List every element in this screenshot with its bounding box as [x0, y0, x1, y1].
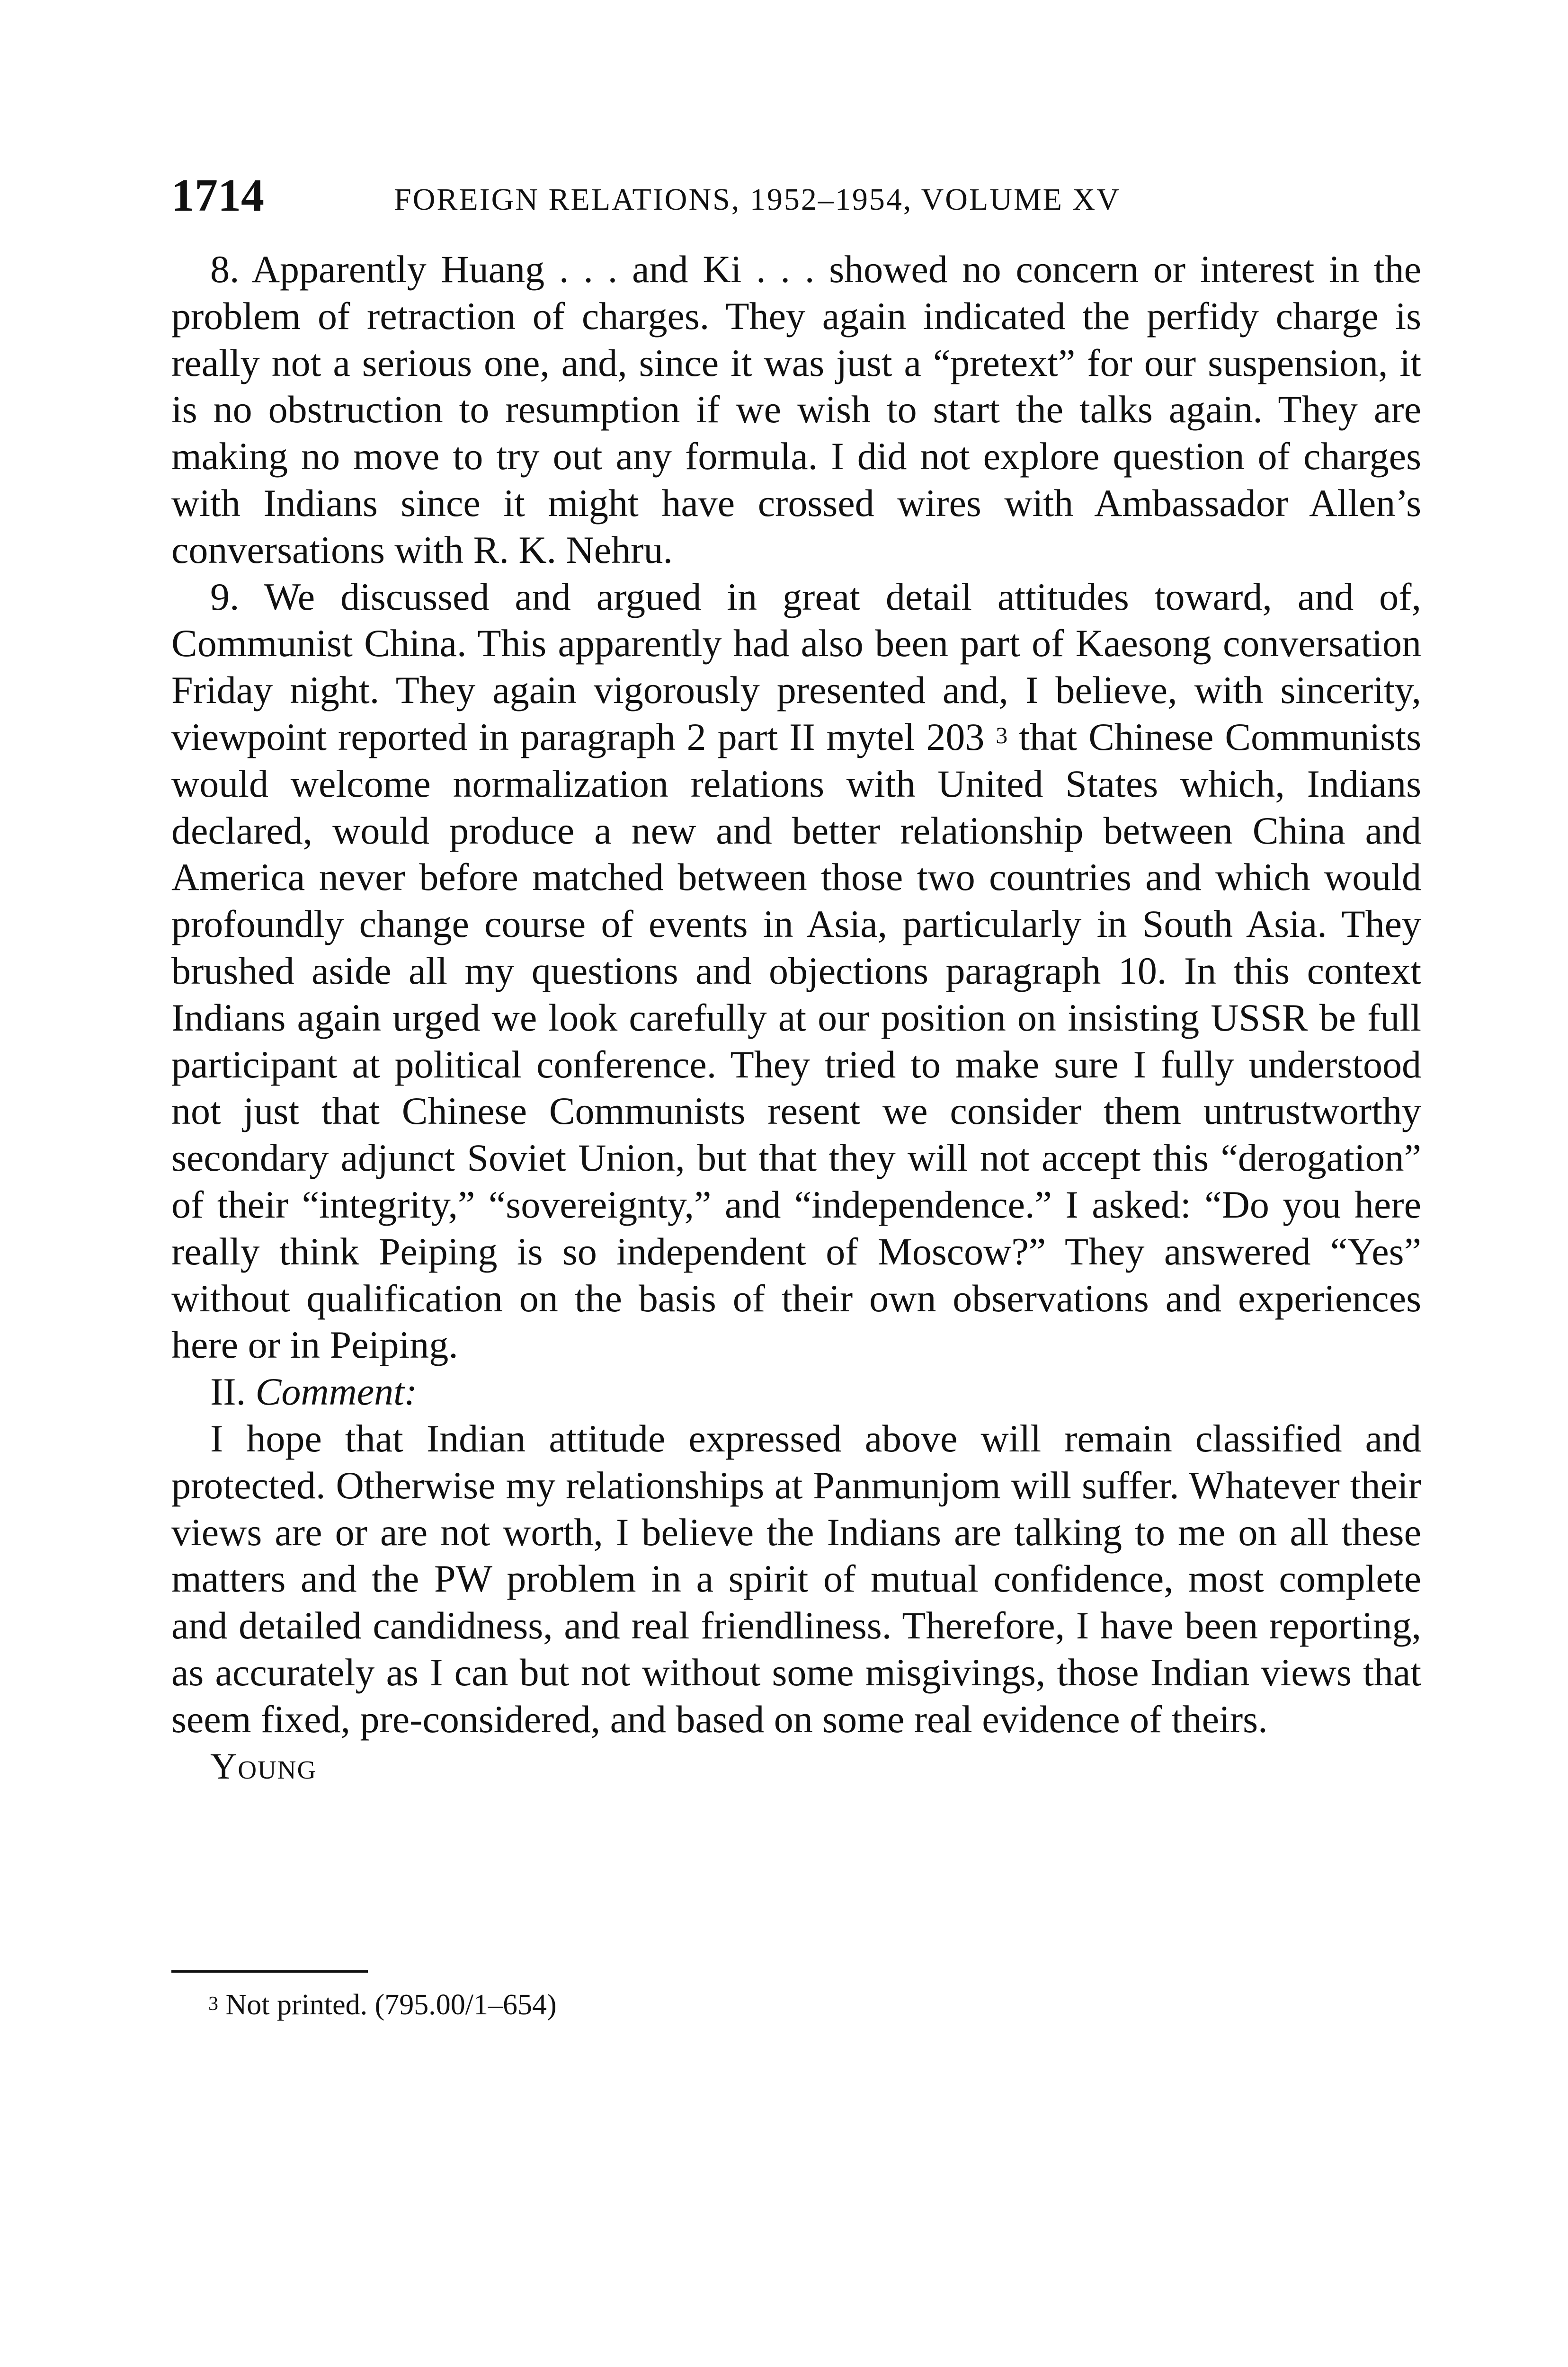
- footnote-text: Not printed. (795.00/1–654): [218, 1989, 557, 2021]
- comment-paragraph: I hope that Indian attitude expressed above will remain classified and protected. Otherwise my relationships at Panmunjom will suffer. Whatever their views are or are not worth, I believe the Indians are talking to me on all these matters and the PW problem in a spirit of mutual confidence, most complete and detailed candidness, and real friendliness. Therefore, I have been reporting, as accurately as I can but not without some misgivings, those Indian views that seem fixed, pre-considered, and based on some real evidence of theirs.: [171, 1416, 1421, 1741]
- document-body: [171, 246, 1421, 1789]
- paragraph-9: [171, 574, 1421, 1369]
- footnote-divider: [171, 1970, 368, 1973]
- page-number: 1714: [171, 170, 264, 221]
- footnote-marker: 3: [208, 1993, 218, 2015]
- paragraph-9-text-start: 9. We discussed and argued in great detail attitudes toward, and of, Communist China. This apparently had also been part of Kaesong conversation Friday night. They again vigorously presented and, I believe, with sincerity, viewpoint reported in paragraph 2 part II mytel 203: [171, 575, 1421, 758]
- section-number: II.: [210, 1370, 246, 1414]
- section-title: Comment:: [255, 1370, 418, 1414]
- footnote: [208, 1986, 557, 2024]
- footnote-reference: 3: [996, 721, 1008, 748]
- paragraph-8: 8. Apparently Huang . . . and Ki . . . showed no concern or interest in the problem of retraction of charges. They again indicated the perfidy charge is really not a serious one, and, since it was just a “pretext” for our suspension, it is no obstruction to resumption if we wish to start the talks again. They are making no move to try out any formula. I did not explore question of charges with Indians since it might have crossed wires with Ambassador Allen’s conversations with R. K. Nehru.: [171, 248, 1421, 571]
- running-head: FOREIGN RELATIONS, 1952–1954, VOLUME XV: [394, 182, 1121, 217]
- section-heading: [171, 1369, 1421, 1415]
- page-header: [171, 169, 1421, 222]
- signature: Young: [210, 1745, 317, 1787]
- paragraph-9-text-end: that Chinese Communists would welcome normalization relations with United States which, Indians declared, would produce a new and better relationship between China and America never before matched between those two countries and which would profoundly change course of events in Asia, particularly in South Asia. They brushed aside all my questions and objections paragraph 10. In this context Indians again urged we look carefully at our position on insisting USSR be full participant at political conference. They tried to make sure I fully understood not just that Chinese Communists resent we consider them untrustworthy secondary adjunct Soviet Union, but that they will not accept this “derogation” of their “integrity,” “sovereignty,” and “independence.” I asked: “Do you here really think Peiping is so independent of Moscow?” They answered “Yes” without qualification on the basis of their own observations and experiences here or in Peiping.: [171, 715, 1421, 1367]
